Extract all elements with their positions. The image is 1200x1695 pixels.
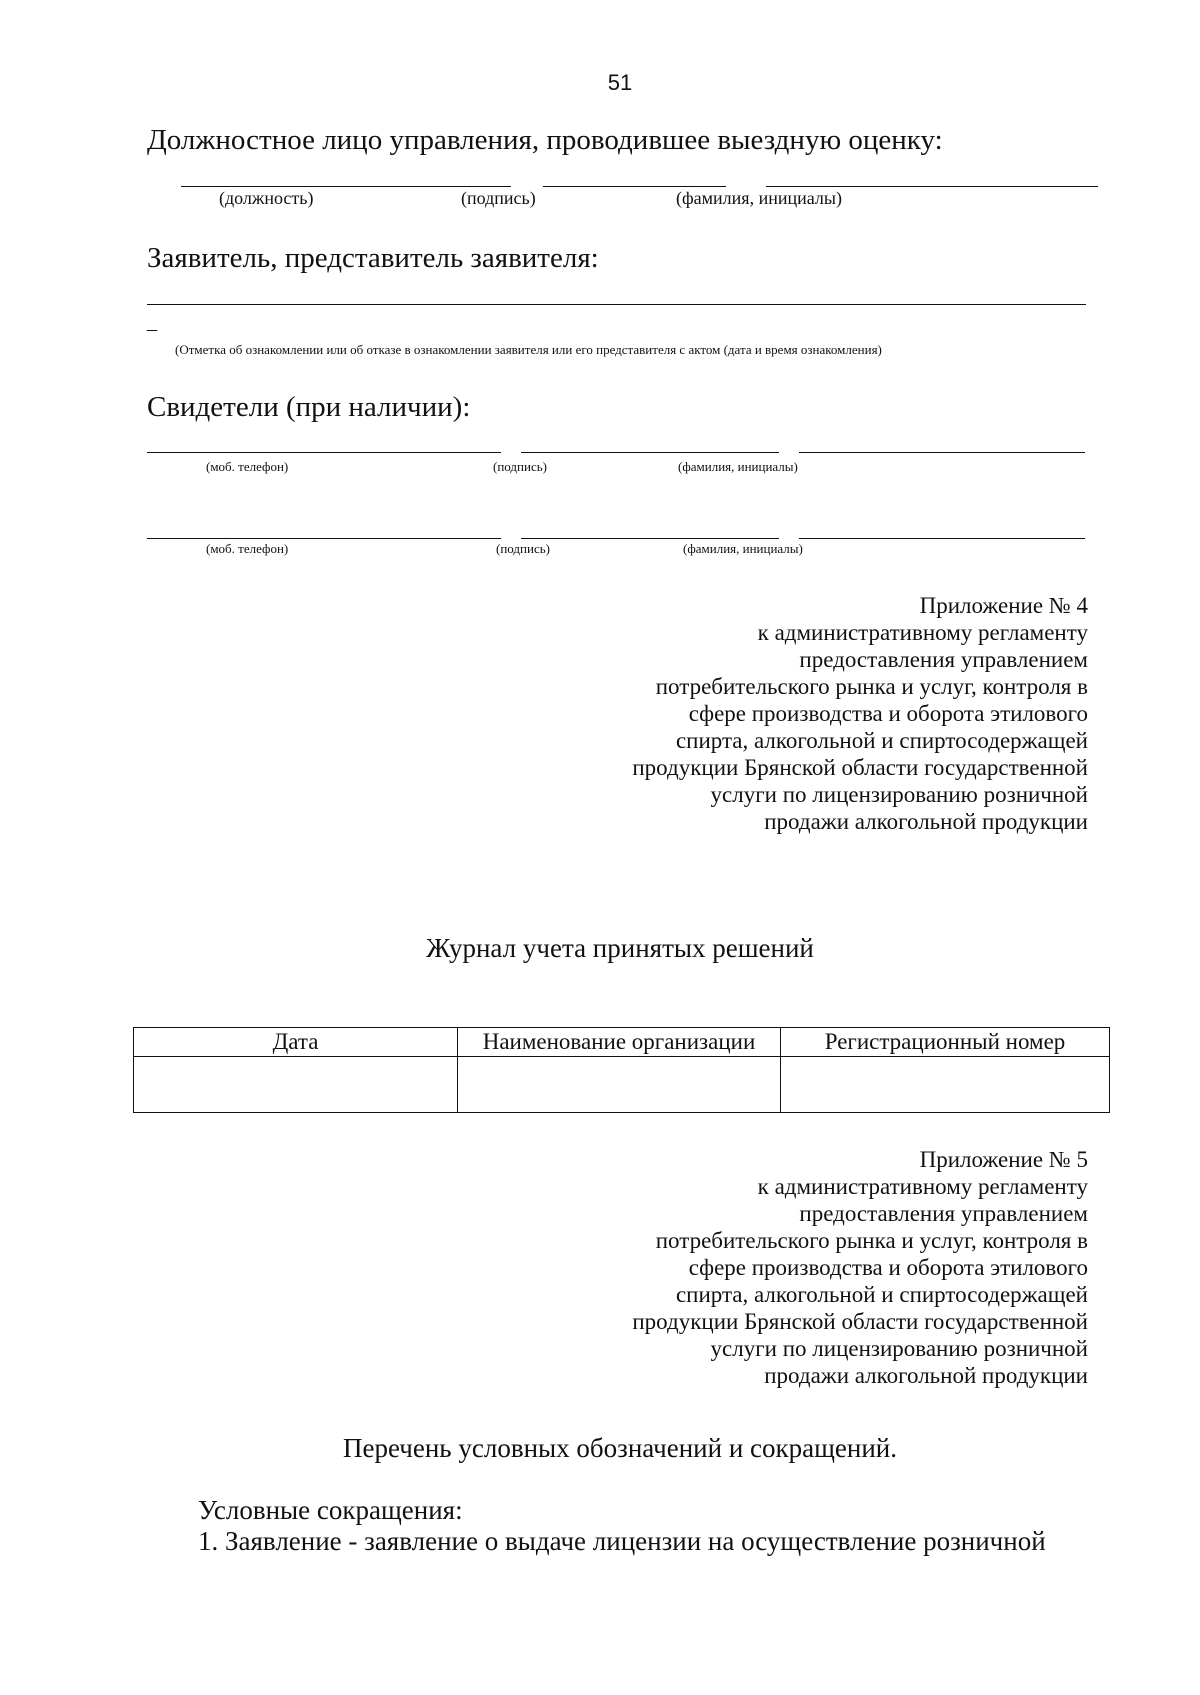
appendix-4-block — [528, 592, 1088, 835]
appendix-5-line: предоставления управлением — [799, 1201, 1088, 1226]
caption-name: (фамилия, инициалы) — [676, 188, 842, 208]
appendix-5-line: сфере производства и оборота этилового — [688, 1255, 1088, 1280]
caption-name: (фамилия, инициалы) — [683, 541, 803, 556]
signature-line — [799, 452, 1085, 453]
signature-line — [521, 538, 779, 539]
witnesses-heading: Свидетели (при наличии): — [147, 391, 471, 423]
appendix-4-line: сфере производства и оборота этилового — [688, 701, 1088, 726]
appendix-5-line: Приложение № 5 — [919, 1147, 1088, 1172]
abbreviations-title: Перечень условных обозначений и сокращений. — [343, 1433, 897, 1463]
signature-line — [181, 186, 511, 187]
appendix-4-line: продукции Брянской области государственной — [632, 755, 1088, 780]
table-cell — [781, 1057, 1110, 1113]
journal-table — [133, 1027, 1110, 1113]
caption-position: (должность) — [219, 188, 314, 208]
dash-mark: – — [147, 318, 157, 340]
appendix-4-line: спирта, алкогольной и спиртосодержащей — [675, 728, 1088, 753]
table-cell — [458, 1057, 781, 1113]
column-header-organization: Наименование организации — [458, 1028, 781, 1057]
applicant-heading: Заявитель, представитель заявителя: — [147, 242, 599, 274]
column-header-date: Дата — [134, 1028, 458, 1057]
table-row — [134, 1057, 1110, 1113]
signature-line — [147, 452, 501, 453]
appendix-5-line: к административному регламенту — [757, 1174, 1088, 1199]
appendix-5-line: продукции Брянской области государственной — [632, 1309, 1088, 1334]
appendix-4-line: услуги по лицензированию розничной — [710, 782, 1088, 807]
caption-signature: (подпись) — [461, 188, 536, 208]
signature-line — [766, 186, 1098, 187]
acknowledgement-note: (Отметка об ознакомлении или об отказе в ознакомлении заявителя или его представителя с актом (дата и время ознакомления) — [175, 342, 882, 357]
appendix-4-line: к административному регламенту — [757, 620, 1088, 645]
column-header-registration-number: Регистрационный номер — [781, 1028, 1110, 1057]
abbreviation-item: 1. Заявление - заявление о выдаче лицензии на осуществление розничной — [198, 1526, 1046, 1556]
appendix-5-line: продажи алкогольной продукции — [764, 1363, 1088, 1388]
caption-phone: (моб. телефон) — [206, 459, 289, 474]
appendix-5-block — [528, 1146, 1088, 1389]
abbreviations-subtitle: Условные сокращения: — [198, 1495, 463, 1525]
official-heading: Должностное лицо управления, проводившее выездную оценку: — [147, 124, 943, 156]
appendix-4-line: потребительского рынка и услуг, контроля в — [655, 674, 1088, 699]
appendix-4-line: Приложение № 4 — [919, 593, 1088, 618]
signature-line — [799, 538, 1085, 539]
caption-signature: (подпись) — [496, 541, 550, 556]
appendix-4-line: продажи алкогольной продукции — [764, 809, 1088, 834]
appendix-5-line: спирта, алкогольной и спиртосодержащей — [675, 1282, 1088, 1307]
appendix-5-line: потребительского рынка и услуг, контроля в — [655, 1228, 1088, 1253]
appendix-4-line: предоставления управлением — [799, 647, 1088, 672]
signature-line — [147, 304, 1086, 305]
page-number: 51 — [607, 70, 633, 95]
caption-name: (фамилия, инициалы) — [678, 459, 798, 474]
signature-line — [147, 538, 501, 539]
appendix-5-line: услуги по лицензированию розничной — [710, 1336, 1088, 1361]
caption-signature: (подпись) — [493, 459, 547, 474]
table-cell — [134, 1057, 458, 1113]
caption-phone: (моб. телефон) — [206, 541, 289, 556]
journal-title: Журнал учета принятых решений — [426, 933, 814, 963]
signature-line — [543, 186, 726, 187]
table-header-row — [134, 1028, 1110, 1057]
signature-line — [521, 452, 779, 453]
